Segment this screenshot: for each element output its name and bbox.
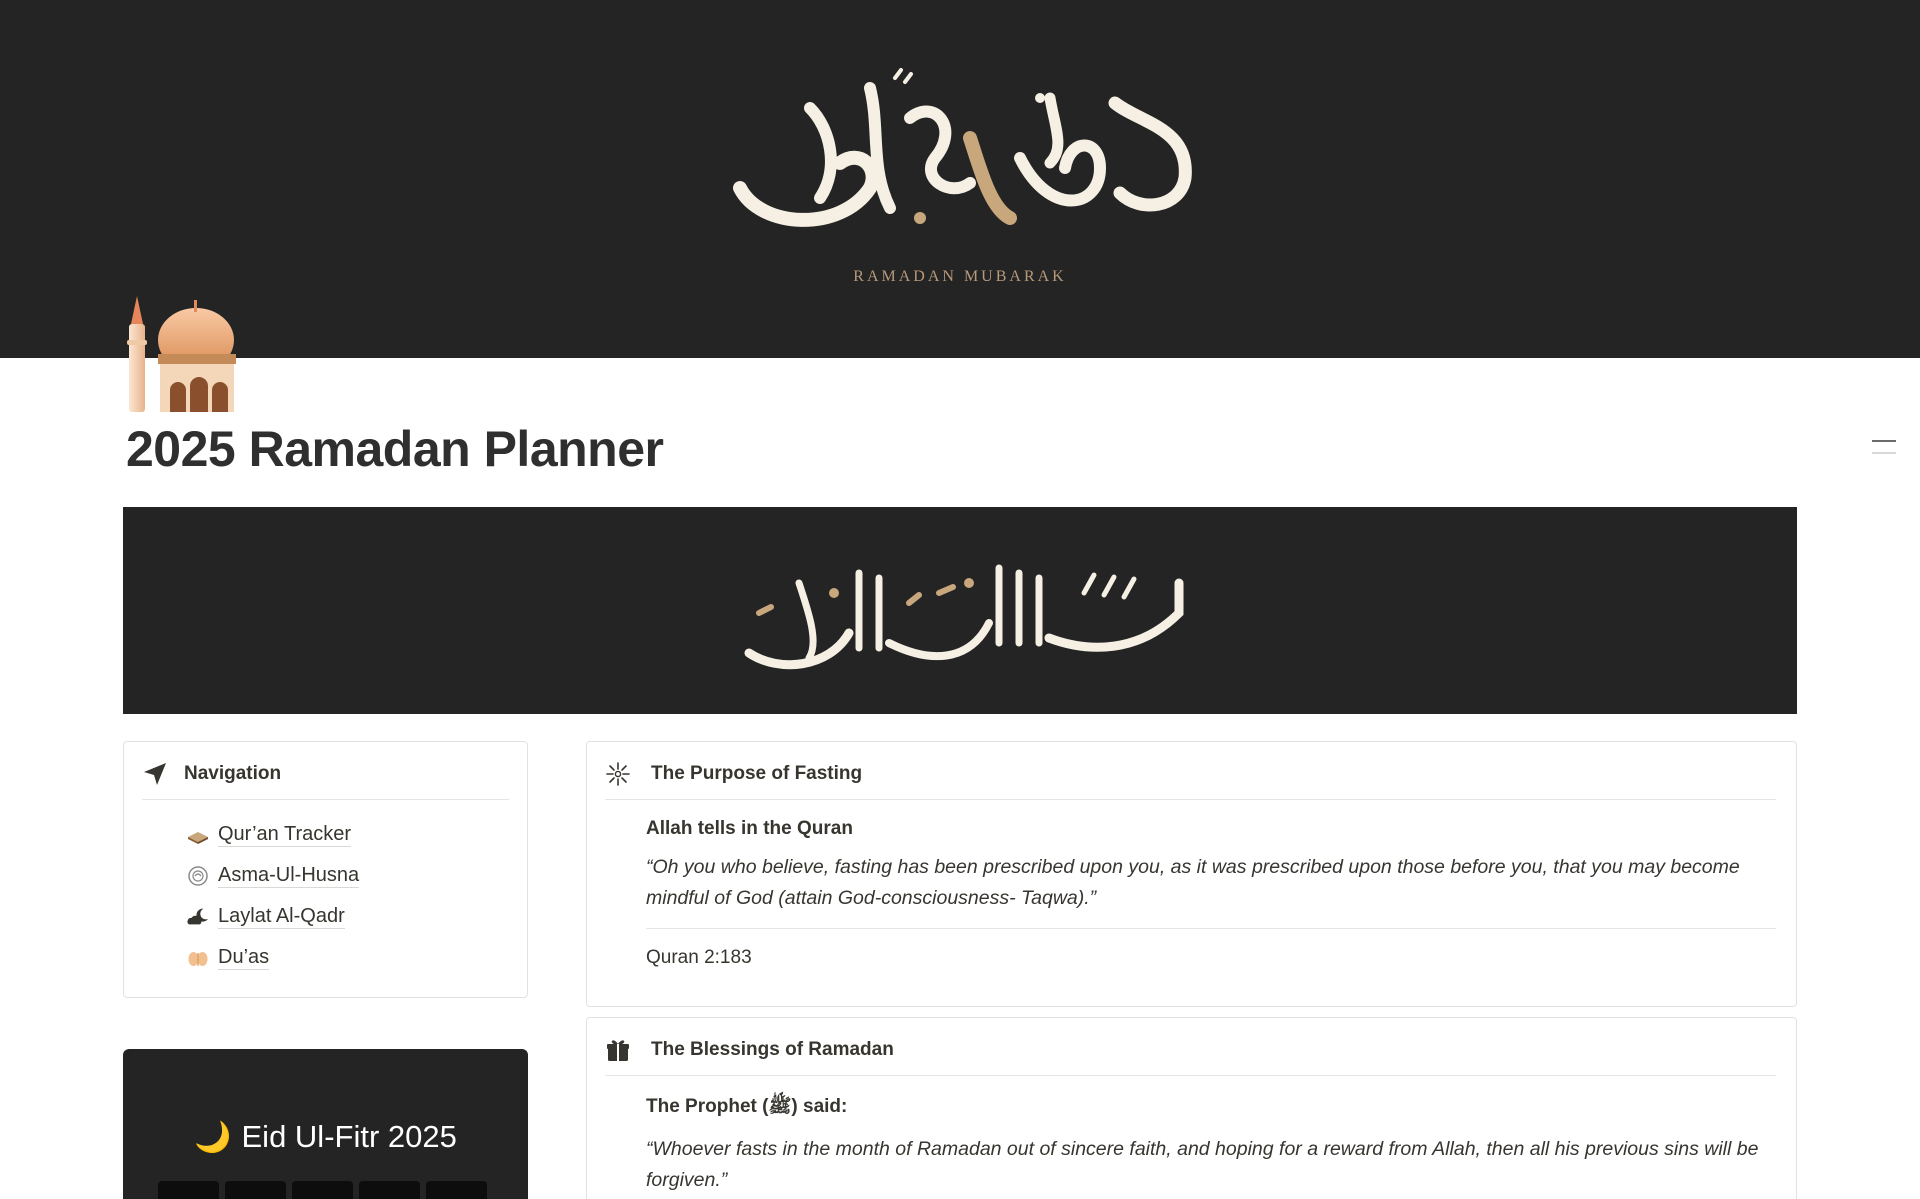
nav-item-label: Asma-Ul-Husna [218,864,360,886]
nav-item-laylat-al-qadr[interactable] [186,896,527,937]
crescent-moon-icon: 🌙 [194,1121,232,1154]
purpose-quote: “Oh you who believe, fasting has been prescribed upon you, as it was prescribed upon those before you, that you may become mindful of God (attain God-consciousness- Taqwa).” [646,856,1740,909]
countdown-box [292,1181,353,1199]
countdown-box [426,1181,487,1199]
divider [646,928,1776,929]
toc-line [1872,440,1896,442]
navigation-list [124,814,527,978]
purpose-title: The Purpose of Fasting [651,762,863,784]
blessings-of-ramadan-callout [586,1017,1797,1199]
cover-caption: RAMADAN MUBARAK [853,268,1067,285]
open-hands-icon [186,946,210,970]
quran-book-icon [186,823,210,847]
nav-item-label: Du’as [218,946,270,968]
purpose-header [605,760,1776,800]
nav-item-asma-ul-husna[interactable] [186,855,527,896]
navigation-title: Navigation [184,762,282,784]
bismillah-calligraphy [739,553,1185,673]
eid-title-text: Eid Ul-Fitr 2025 [241,1119,457,1154]
bismillah-banner [123,507,1797,714]
navigation-arrow-icon [142,761,168,787]
ramadan-mubarak-calligraphy [720,68,1200,238]
eid-countdown-card [123,1049,528,1199]
countdown-box [359,1181,420,1199]
toc-line [1872,452,1896,454]
blessings-title: The Blessings of Ramadan [651,1038,894,1060]
blessings-subheading: The Prophet (ﷺ) said: [646,1096,848,1117]
cover-image [0,0,1920,358]
nav-item-duas[interactable] [186,937,527,978]
countdown-box [225,1181,286,1199]
purpose-of-fasting-callout [586,741,1797,1007]
moon-cloud-icon [186,905,210,929]
nav-item-label: Qur’an Tracker [218,823,352,845]
nav-item-label: Laylat Al-Qadr [218,905,345,927]
purpose-reference: Quran 2:183 [646,947,752,968]
page-title: 2025 Ramadan Planner [126,421,664,477]
nav-item-quran-tracker[interactable] [186,814,527,855]
countdown-box [158,1181,219,1199]
gift-icon [605,1037,631,1063]
blessings-header [605,1036,1776,1076]
table-of-contents-toggle[interactable] [1872,440,1896,466]
navigation-card [123,741,528,998]
allah-seal-icon [186,864,210,888]
countdown-boxes [158,1181,487,1199]
navigation-header [142,760,509,800]
blessings-quote: “Whoever fasts in the month of Ramadan out of sincere faith, and hoping for a reward from Allah, then all his previous sins will be forgiven.” [646,1138,1759,1191]
eid-title [123,1119,528,1155]
sparkle-icon [605,761,631,787]
purpose-subheading: Allah tells in the Quran [646,818,853,839]
mosque-icon [124,294,246,414]
